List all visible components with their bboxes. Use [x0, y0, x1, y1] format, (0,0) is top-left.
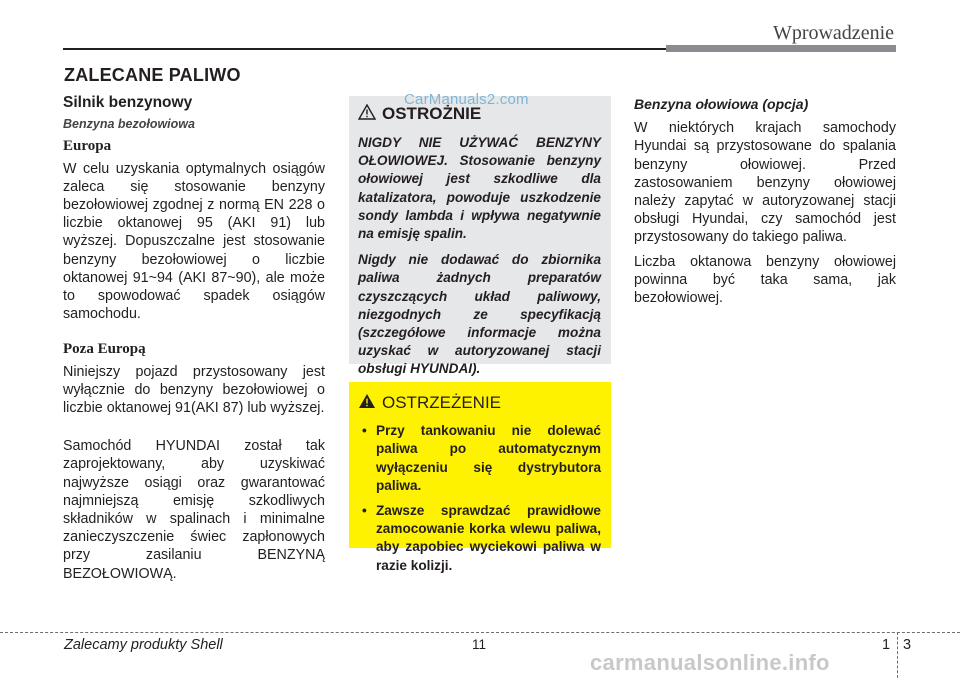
warning-title [358, 392, 601, 414]
header-title: Wprowadzenie [772, 22, 894, 44]
warning-title-text: OSTRZEŻENIE [382, 393, 502, 412]
caution-triangle-icon [358, 104, 376, 125]
right-column [634, 95, 896, 307]
leaded-paragraph-1: W niektórych krajach samochody Hyundai są przystosowane do spalania benzyny ołowiowej. Przed zastosowaniem benzyny ołowiowej należy zapytać w autoryzowanej stacji obsługi Hyundai, czy samochód jest przystosowany do takiego paliwa. [634, 120, 896, 246]
left-column [63, 94, 325, 583]
header-accent-bar [666, 45, 896, 52]
caution-box [349, 96, 611, 377]
hyundai-paragraph: Samochód HYUNDAI został tak zaprojektowany, aby uzyskiwać najwyższe osiągi oraz gwarantować najmniejszą emisję szkodliwych składników w spalinach i minimalne zanieczyszczenie świec zapłonowych przy zasilaniu BENZYNĄ BEZOŁOWIOWĄ. [63, 438, 325, 582]
leaded-heading: Benzyna ołowiowa (opcja) [634, 96, 809, 112]
warning-item: • Przy tankowaniu nie dolewać paliwa po automatycznym wyłączeniu się dystrybutora paliwa. [362, 423, 601, 494]
outside-europe-paragraph: Niniejszy pojazd przystosowany jest wyłącznie do benzyny bezołowiowej o liczbie oktanowej 91(AKI 87) lub wyższej. [63, 363, 325, 417]
leaded-paragraph-2: Liczba oktanowa benzyny ołowiowej powinna być taka sama, jak bezołowiowej. [634, 253, 896, 307]
footer-left-text: Zalecamy produkty Shell [64, 637, 223, 653]
footer-separator [897, 632, 898, 678]
footer-chapter-number: 1 [882, 637, 891, 653]
engine-heading: Silnik benzynowy [63, 94, 193, 111]
warning-triangle-icon [358, 393, 376, 414]
warning-list [358, 422, 601, 575]
warning-item: • Zawsze sprawdzać prawidłowe zamocowanie korka wlewu paliwa, aby zapobiec wyciekowi paliwa w razie kolizji. [362, 502, 601, 573]
section-title: ZALECANE PALIWO [64, 65, 241, 85]
caution-paragraph-1: NIGDY NIE UŻYWAĆ BENZYNY OŁOWIOWEJ. Stosowanie benzyny ołowiowej jest szkodliwe dla katalizatora, powoduje uszkodzenie sondy lambda i wpływa negatywnie na emisję spalin. [358, 135, 601, 242]
warning-box [349, 382, 611, 573]
outside-europe-heading: Poza Europą [63, 341, 146, 358]
caution-paragraph-2: Nigdy nie dodawać do zbiornika paliwa żadnych preparatów czyszczących układ paliwowy, niezgodnych ze specyfikacją (szczegółowe informacje można uzyskać w autoryzowanej stacji obsługi HYUNDAI). [358, 252, 601, 377]
watermark-link[interactable]: CarManuals2.com [404, 91, 529, 108]
site-watermark: carmanualsonline.info [590, 650, 830, 675]
header-rule [63, 48, 666, 50]
caution-title-text: OSTROŻNIE [382, 104, 482, 123]
unleaded-subheading: Benzyna bezołowiowa [63, 117, 195, 132]
footer-rule [0, 632, 960, 633]
europe-paragraph: W celu uzyskania optymalnych osiągów zaleca się stosowanie benzyny bezołowiowej zgodnej z normą EN 228 o liczbie oktanowej 95 (AKI 91) lub wyższej. Dopuszczalne jest stosowanie benzyny bezołowiowej o liczbie oktanowej 91~94 (AKI 87~90), ale może to spowodować spadek osiągów samochodu. [63, 160, 325, 323]
footer-page-number: 3 [903, 637, 912, 653]
europe-heading: Europa [63, 138, 112, 155]
footer-center-number: 11 [472, 637, 487, 652]
